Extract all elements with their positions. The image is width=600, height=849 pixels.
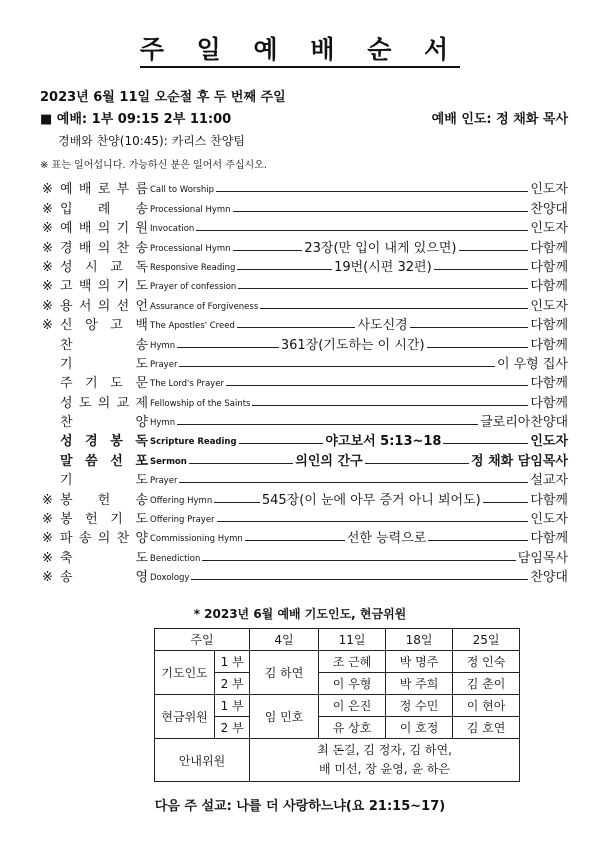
order-row [42,391,568,410]
order-row [42,508,568,527]
header-cell: 주일 [155,629,250,651]
order-person: 인도자 [530,434,569,450]
order-korean-name: 예 배 의 기 원 [60,221,148,237]
cell: 이 호정 [386,717,453,739]
order-row [42,449,568,468]
order-korean-name: 성 도 의 교 제 [60,395,148,411]
order-detail: 선한 능력으로 [346,531,427,547]
cell: 김 호연 [453,717,520,739]
order-detail: 야고보서 5:13~18 [325,434,442,450]
leader-line [459,250,529,251]
order-english-name: Offering Hymn [150,495,213,506]
order-row [42,178,568,197]
order-english-name: Assurance of Forgiveness [150,301,259,312]
stand-mark: ※ [42,240,53,256]
order-korean-name: 기 도 [60,473,148,489]
order-person: 찬양대 [530,570,568,586]
leader-line [483,502,529,503]
stand-mark: ※ [42,512,53,528]
leader-line [179,366,495,367]
leader-line [226,385,528,386]
stand-mark: ※ [42,221,53,237]
order-person: 정 채화 담임목사 [471,453,568,469]
order-row [42,217,568,236]
leader-line [233,250,303,251]
order-korean-name: 봉 헌 기 도 [60,512,148,528]
order-korean-name: 찬 송 [60,337,148,353]
header-cell: 4일 [250,629,319,651]
order-row [42,469,568,488]
cell: 유 상호 [319,717,386,739]
order-person: 다함께 [530,395,568,411]
stand-mark: ※ [42,298,53,314]
stand-mark: ※ [42,318,53,334]
stand-mark: ※ [42,259,53,275]
order-person: 다함께 [530,531,569,547]
part-cell: 2 부 [215,673,250,695]
table-header-row [155,629,520,651]
order-english-name: Responsive Reading [150,262,236,273]
worship-leader: 예배 인도: 정 채화 목사 [431,112,568,127]
stand-mark: ※ [42,201,53,217]
order-korean-name: 성 시 교 독 [60,259,148,275]
cell: 이 은진 [319,695,386,717]
leader-line [216,191,528,192]
leader-line [260,308,528,309]
order-korean-name: 용 서 의 선 언 [60,298,148,314]
order-person: 인도자 [530,221,568,237]
order-person: 다함께 [530,337,568,353]
order-english-name: Hymn [150,418,176,429]
header-cell: 18일 [386,629,453,651]
order-person: 다함께 [530,279,568,295]
offering-label: 현금위원 [155,695,215,739]
order-detail: 545장(이 눈에 아무 증거 아니 뵈어도) [261,492,481,508]
order-row [42,333,568,352]
order-person: 인도자 [530,182,568,198]
order-detail: 361장(기도하는 이 시간) [280,337,425,353]
order-english-name: Sermon [150,456,187,467]
header-cell: 11일 [319,629,386,651]
leader-line [410,327,529,328]
header-cell: 25일 [453,629,520,651]
order-person: 인도자 [530,512,568,528]
cell: 김 하연 [250,651,319,695]
order-english-name: Scripture Reading [150,437,237,448]
part-cell: 2 부 [215,717,250,739]
order-person: 다함께 [530,492,568,508]
order-person: 다함께 [530,240,569,256]
cell: 이 현아 [453,695,520,717]
order-korean-name: 봉 헌 송 [60,492,148,508]
order-korean-name: 입 례 송 [60,201,148,217]
part-cell: 1 부 [215,695,250,717]
order-english-name: Hymn [150,340,176,351]
cell: 정 인숙 [453,651,520,673]
cell: 박 주희 [386,673,453,695]
order-detail: 사도신경 [357,318,408,334]
cell: 김 춘이 [453,673,520,695]
order-row [42,372,568,391]
order-person: 인도자 [530,298,568,314]
page-title: 주 일 예 배 순 서 [0,30,600,66]
leader-line [214,502,260,503]
leader-line [239,443,324,444]
order-row [42,353,568,372]
order-detail: 23장(만 입이 내게 있으면) [304,240,457,256]
order-english-name: Commissioning Hymn [150,534,243,545]
leader-line [365,463,469,464]
order-english-name: Prayer of confession [150,282,237,293]
order-person: 찬양대 [530,201,568,217]
table-row [155,695,520,717]
usher-label: 안내위원 [155,739,250,782]
order-row [42,527,568,546]
cell: 정 수민 [386,695,453,717]
order-english-name: Call to Worship [150,185,214,196]
date-line: 2023년 6월 11일 오순절 후 두 번째 주일 [40,90,286,105]
table-caption: * 2023년 6월 예배 기도인도, 현금위원 [193,607,407,621]
duty-table [154,628,520,782]
usher-cell [250,739,520,782]
order-row [42,294,568,313]
order-person: 다함께 [530,376,568,392]
order-row [42,197,568,216]
leader-line [191,579,528,580]
leader-line [177,347,279,348]
leader-line [217,521,529,522]
order-english-name: Prayer [150,476,178,487]
next-sermon: 다음 주 설교: 나를 더 사랑하느냐(요 21:15~17) [154,799,446,814]
part-cell: 1 부 [215,651,250,673]
order-row [42,275,568,294]
order-korean-name: 기 도 [60,356,148,372]
order-korean-name: 주 기 도 문 [60,376,148,392]
order-person: 이 우형 집사 [496,356,568,372]
prayer-label: 기도인도 [155,651,215,695]
cell: 이 우형 [319,673,386,695]
order-english-name: Processional Hymn [150,243,231,254]
leader-line [252,405,528,406]
order-korean-name: 파 송 의 찬 양 [60,531,148,547]
stand-mark: ※ [42,550,53,566]
order-row [42,411,568,430]
stand-mark: ※ [42,279,53,295]
order-row [42,546,568,565]
order-english-name: The Apostles' Creed [150,321,235,332]
table-row [155,651,520,673]
leader-line [443,443,528,444]
leader-line [237,327,356,328]
order-korean-name: 말 씀 선 포 [60,453,148,469]
order-korean-name: 고 백 의 기 도 [60,279,148,295]
order-person: 글로리아찬양대 [480,415,568,431]
standing-note: ※ 표는 일어섭니다. 가능하신 분은 일어서 주십시오. [40,160,268,171]
leader-line [428,540,528,541]
ushers-line: 배 미선, 장 윤영, 윤 하은 [318,762,451,776]
order-korean-name: 송 영 [60,570,148,586]
leader-line [434,269,529,270]
order-korean-name: 축 도 [60,550,148,566]
order-person: 다함께 [530,318,569,334]
order-english-name: Benediction [150,553,201,564]
stand-mark: ※ [42,570,53,586]
order-detail: 의인의 간구 [295,453,363,469]
order-korean-name: 찬 양 [60,415,148,431]
order-row [42,488,568,507]
leader-line [177,424,478,425]
order-english-name: Offering Prayer [150,515,215,526]
order-english-name: Processional Hymn [150,204,231,215]
order-korean-name: 예 배 로 부 름 [60,182,148,198]
order-row [42,236,568,255]
order-of-worship [42,178,568,585]
order-row [42,314,568,333]
order-english-name: Prayer [150,359,178,370]
service-times: ■ 예배: 1부 09:15 2부 11:00 [40,112,232,127]
order-row [42,256,568,275]
order-english-name: Fellowship of the Saints [150,398,251,409]
order-person: 설교자 [530,473,568,489]
leader-line [196,230,528,231]
order-row [42,566,568,585]
leader-line [245,540,345,541]
leader-line [233,211,529,212]
leader-line [179,482,528,483]
order-person: 담임목사 [517,550,568,566]
order-detail: 19번(시편 32편) [334,259,432,275]
order-korean-name: 신 앙 고 백 [60,318,148,334]
stand-mark: ※ [42,492,53,508]
leader-line [238,288,528,289]
order-row [42,430,568,449]
ushers-line: 최 돈길, 김 정자, 김 하연, [317,743,452,757]
leader-line [202,560,515,561]
leader-line [189,463,293,464]
leader-line [427,347,529,348]
cell: 임 민호 [250,695,319,739]
cell: 조 근혜 [319,651,386,673]
order-korean-name: 경 배 의 찬 송 [60,240,148,256]
leader-line [237,269,332,270]
order-english-name: Doxology [150,573,190,584]
order-english-name: The Lord's Prayer [150,379,224,390]
stand-mark: ※ [42,182,53,198]
cell: 박 명주 [386,651,453,673]
order-person: 다함께 [530,259,569,275]
order-english-name: Invocation [150,224,195,235]
table-row [155,739,520,782]
praise-line: 경배와 찬양(10:45): 카리스 찬양팀 [58,134,245,148]
stand-mark: ※ [42,531,53,547]
order-korean-name: 성 경 봉 독 [60,434,148,450]
